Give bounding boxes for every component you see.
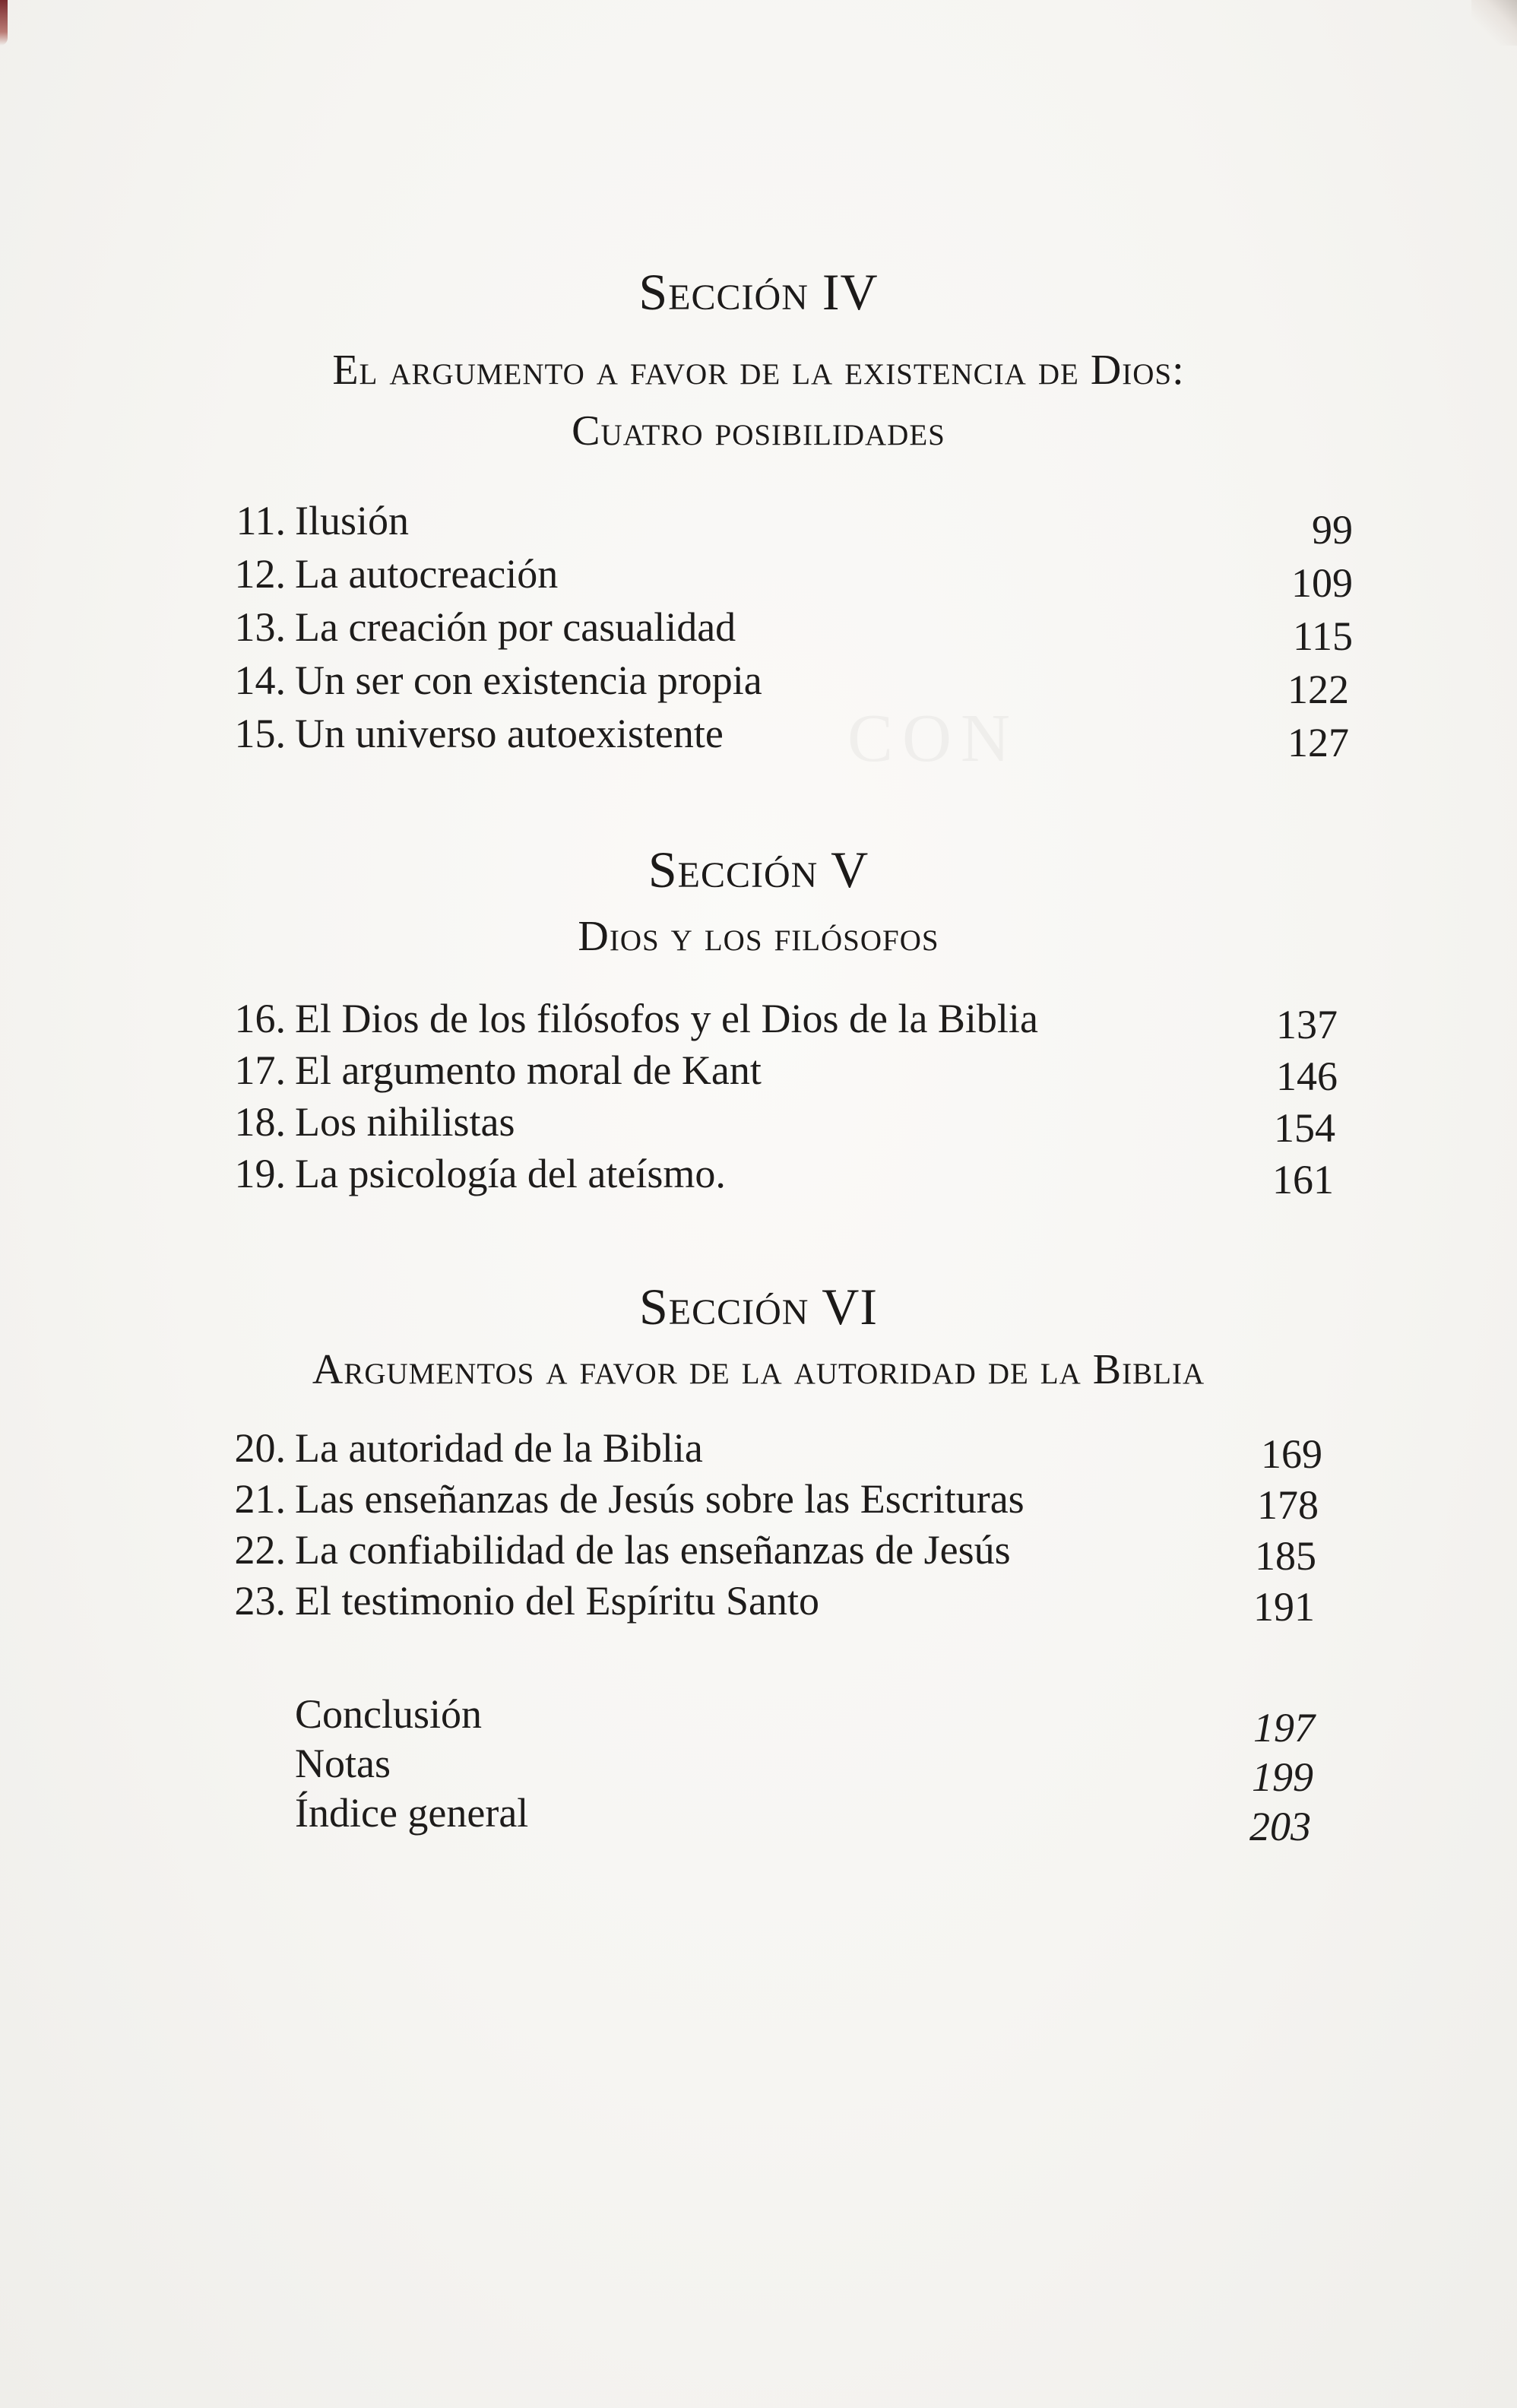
toc-entry-title: La confiabilidad de las enseñanzas de Jesús xyxy=(295,1527,1011,1573)
toc-entry-number: 16. xyxy=(234,996,286,1041)
toc-entry-page: 122 xyxy=(1287,667,1349,712)
toc-entry-number: 13. xyxy=(234,604,286,650)
toc-entry-page: 191 xyxy=(1253,1584,1315,1630)
toc-entry-number: 14. xyxy=(234,657,286,703)
toc-entry-page: 169 xyxy=(1261,1431,1322,1477)
toc-entry-title: Un universo autoexistente xyxy=(295,711,724,756)
toc-entry xyxy=(213,498,1353,553)
toc-entry-number: 12. xyxy=(234,551,286,597)
section-iv-subtitle-line-2: Cuatro posibilidades xyxy=(572,407,945,455)
section-vi-title: Sección VI xyxy=(638,1278,878,1335)
toc-entry xyxy=(213,1099,1335,1151)
toc-entry-page: 127 xyxy=(1287,720,1349,765)
toc-entry-page: 146 xyxy=(1276,1054,1338,1099)
toc-entry-number: 17. xyxy=(234,1047,286,1093)
toc-entry-title: Ilusión xyxy=(295,498,410,543)
toc-back-matter-entry xyxy=(213,1741,1313,1800)
toc-entry-title: Notas xyxy=(295,1741,391,1786)
toc-entry xyxy=(213,1527,1316,1579)
toc-entry-number: 15. xyxy=(234,711,286,756)
toc-entry xyxy=(213,711,1349,765)
toc-entry-title: El testimonio del Espíritu Santo xyxy=(295,1578,819,1624)
toc-entry-title: La creación por casualidad xyxy=(295,604,736,650)
toc-entry xyxy=(213,1047,1338,1099)
toc-entry-page: 137 xyxy=(1276,1002,1338,1047)
toc-entry-page: 154 xyxy=(1274,1105,1335,1151)
toc-entry-title: Índice general xyxy=(295,1790,529,1836)
toc-entry-title: El Dios de los filósofos y el Dios de la Biblia xyxy=(295,996,1038,1041)
toc-entry-number: 23. xyxy=(234,1578,286,1624)
toc-entry xyxy=(213,1425,1322,1477)
toc-entry-page: 161 xyxy=(1272,1157,1334,1202)
toc-entry-title: Las enseñanzas de Jesús sobre las Escrituras xyxy=(295,1476,1025,1522)
section-vi-subtitle: Argumentos a favor de la autoridad de la Biblia xyxy=(312,1346,1205,1393)
toc-entry-number: 18. xyxy=(234,1099,286,1145)
toc-entry-title: Un ser con existencia propia xyxy=(295,657,762,703)
toc-back-matter-entry xyxy=(213,1790,1311,1849)
toc-entry-page: 115 xyxy=(1293,613,1353,659)
toc-entry-number: 22. xyxy=(234,1527,286,1573)
toc-entry xyxy=(213,657,1349,712)
page-corner-shadow-left xyxy=(0,0,8,46)
toc-entry xyxy=(213,996,1338,1047)
toc-entry-title: La autocreación xyxy=(295,551,559,597)
toc-entry-number: 11. xyxy=(236,498,286,543)
toc-entry-title: La psicología del ateísmo. xyxy=(295,1151,726,1196)
toc-entry-title: Conclusión xyxy=(295,1691,483,1737)
toc-entry-page: 197 xyxy=(1253,1705,1315,1751)
section-iv-title: Sección IV xyxy=(638,263,879,321)
toc-entry-page: 203 xyxy=(1249,1804,1311,1849)
toc-entry xyxy=(213,1578,1315,1630)
page-corner-shadow-right xyxy=(1471,0,1517,46)
toc-entry xyxy=(213,604,1353,659)
toc-entry-title: El argumento moral de Kant xyxy=(295,1047,762,1093)
section-v-title: Sección V xyxy=(648,841,869,898)
section-iv-subtitle-line-1: El argumento a favor de la existencia de Dios: xyxy=(332,347,1185,394)
toc-entry-number: 20. xyxy=(234,1425,286,1471)
toc-entry xyxy=(213,1476,1319,1528)
toc-entry-page: 99 xyxy=(1312,507,1353,553)
toc-entry-title: Los nihilistas xyxy=(295,1099,515,1145)
toc-entry-number: 19. xyxy=(234,1151,286,1196)
toc-entry-title: La autoridad de la Biblia xyxy=(295,1425,703,1471)
toc-entry-number: 21. xyxy=(234,1476,286,1522)
toc-entry xyxy=(213,1151,1334,1202)
toc-entry-page: 109 xyxy=(1291,560,1353,606)
toc-entry xyxy=(213,551,1353,606)
toc-entry-page: 185 xyxy=(1255,1533,1316,1579)
toc-back-matter-entry xyxy=(213,1691,1315,1751)
section-v-subtitle: Dios y los filósofos xyxy=(578,913,939,960)
toc-entry-page: 178 xyxy=(1257,1482,1319,1528)
faint-bleedthrough-mark: CON xyxy=(847,701,1020,776)
toc-entry-page: 199 xyxy=(1252,1754,1313,1800)
